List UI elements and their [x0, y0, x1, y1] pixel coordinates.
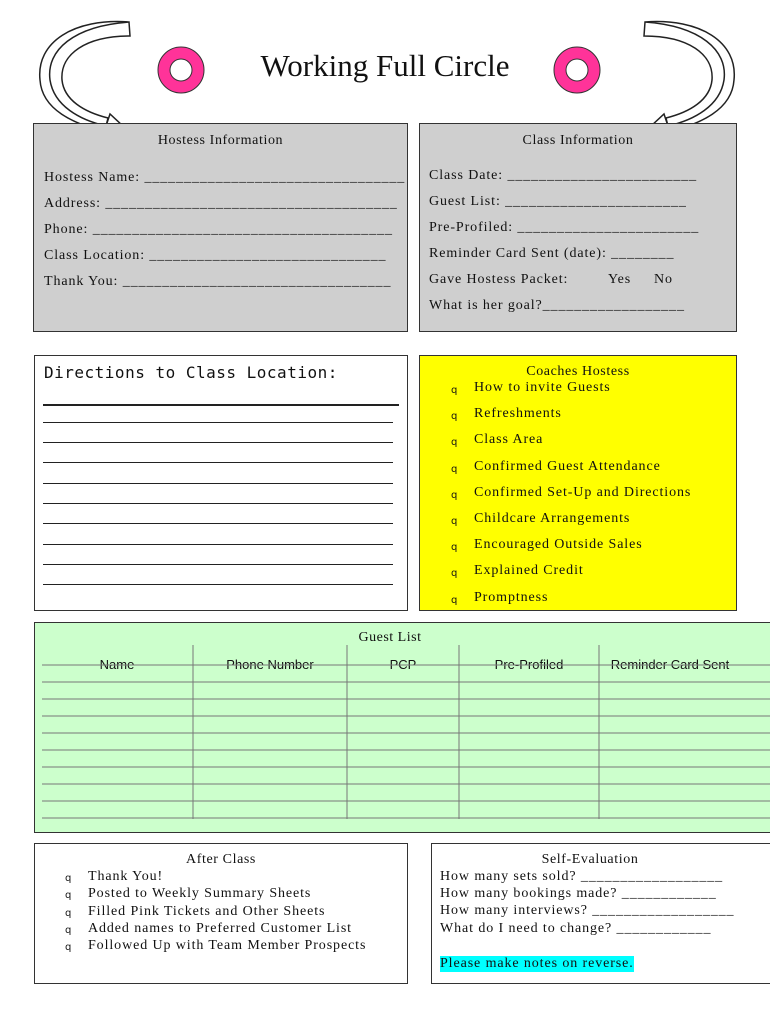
coaches-item: Confirmed Set-Up and Directions — [474, 484, 692, 500]
checkbox-icon[interactable]: q — [451, 516, 458, 527]
checkbox-icon[interactable]: q — [451, 437, 458, 449]
guest-list-field[interactable]: Guest List: _______________________ — [429, 194, 687, 209]
coaches-item: Encouraged Outside Sales — [474, 537, 643, 553]
checkbox-icon[interactable]: q — [65, 924, 72, 936]
hostess-info-panel — [33, 123, 408, 332]
interviews-field[interactable]: How many interviews? __________________ — [440, 903, 735, 918]
pre-profiled-field[interactable]: Pre-Profiled: _______________________ — [429, 220, 700, 235]
checkbox-icon[interactable]: q — [451, 568, 458, 580]
checkbox-icon[interactable]: q — [451, 594, 458, 606]
checkbox-icon[interactable]: q — [65, 873, 72, 884]
col-name: Name — [99, 657, 135, 672]
coaches-item: How to invite Guests — [474, 380, 611, 395]
self-eval-header: Self-Evaluation — [541, 852, 639, 867]
directions-header: Directions to Class Location: — [44, 363, 338, 382]
coaches-item: Refreshments — [474, 406, 562, 422]
class-info-panel — [419, 123, 737, 332]
checkbox-icon[interactable]: q — [451, 463, 458, 475]
directions-panel — [34, 355, 408, 611]
thank-you-field[interactable]: Thank You: __________________________________ — [44, 274, 392, 289]
coaches-item: Confirmed Guest Attendance — [474, 458, 661, 474]
notes-reminder: Please make notes on reverse. — [440, 956, 634, 971]
col-pcp: PCP — [389, 657, 417, 672]
packet-yes-option[interactable]: Yes — [608, 272, 632, 287]
sets-sold-field[interactable]: How many sets sold? __________________ — [440, 869, 724, 884]
checkbox-icon[interactable]: q — [65, 942, 72, 954]
need-to-change-field[interactable]: What do I need to change? ____________ — [440, 921, 712, 936]
reminder-card-field[interactable]: Reminder Card Sent (date): ________ — [429, 246, 675, 261]
self-evaluation-panel — [431, 843, 770, 984]
checkbox-icon[interactable]: q — [65, 907, 72, 919]
phone-field[interactable]: Phone: ______________________________________ — [44, 222, 393, 237]
after-class-item: Added names to Preferred Customer List — [88, 920, 352, 936]
coaches-item: Promptness — [474, 589, 549, 605]
col-pre-profiled: Pre-Profiled — [494, 657, 564, 672]
checkbox-icon[interactable]: q — [65, 890, 72, 902]
coaches-item: Childcare Arrangements — [474, 511, 631, 526]
hostess-info-header: Hostess Information — [157, 133, 284, 148]
guest-list-grid — [34, 645, 770, 825]
class-date-field[interactable]: Class Date: ________________________ — [429, 168, 698, 183]
checkbox-icon[interactable]: q — [451, 489, 458, 501]
goal-field[interactable]: What is her goal?__________________ — [429, 298, 685, 313]
after-class-item: Thank You! — [88, 869, 164, 884]
after-class-header: After Class — [186, 852, 256, 867]
page-title: Working Full Circle — [260, 48, 510, 83]
class-location-field[interactable]: Class Location: ______________________________ — [44, 248, 387, 263]
class-info-header: Class Information — [522, 133, 634, 148]
address-field[interactable]: Address: _____________________________________ — [44, 196, 398, 211]
coaches-header: Coaches Hostess — [526, 364, 630, 379]
bookings-made-field[interactable]: How many bookings made? ____________ — [440, 886, 717, 901]
after-class-item: Posted to Weekly Summary Sheets — [88, 886, 312, 902]
after-class-item: Followed Up with Team Member Prospects — [88, 938, 367, 954]
guest-list-header: Guest List — [358, 630, 422, 645]
after-class-item: Filled Pink Tickets and Other Sheets — [88, 903, 326, 919]
coaches-item: Explained Credit — [474, 563, 584, 579]
hostess-name-field[interactable]: Hostess Name: _________________________________ — [44, 170, 406, 185]
checkbox-icon[interactable]: q — [451, 385, 458, 396]
checkbox-icon[interactable]: q — [451, 411, 458, 423]
col-phone-number: Phone Number — [226, 657, 314, 672]
col-reminder-card-sent: Reminder Card Sent — [610, 657, 730, 672]
hostess-packet-label: Gave Hostess Packet: — [429, 272, 569, 287]
checkbox-icon[interactable]: q — [451, 542, 458, 554]
coaches-item: Class Area — [474, 432, 544, 448]
packet-no-option[interactable]: No — [654, 272, 673, 287]
